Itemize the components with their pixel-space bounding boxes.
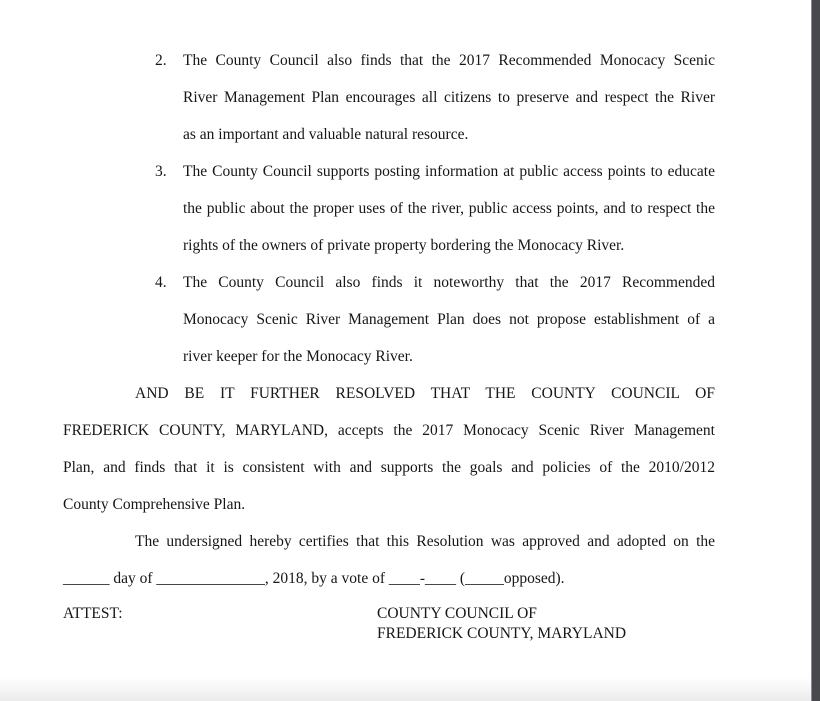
list-item-line	[183, 190, 715, 227]
list-item-4	[155, 264, 715, 375]
paragraph-text: ______ day of ______________, 2018, by a vote of ____-____ (_____opposed).	[63, 570, 565, 587]
list-item-3	[155, 153, 715, 264]
list-item-text: River Management Plan encourages all citizens to preserve and respect the River	[183, 89, 715, 106]
paragraph-text: FREDERICK COUNTY, MARYLAND, accepts the 2017 Monocacy Scenic River Management	[63, 422, 715, 439]
list-item-2	[155, 42, 715, 153]
paragraph-text: County Comprehensive Plan.	[63, 496, 246, 513]
signature-line: COUNTY COUNCIL OF	[377, 605, 537, 622]
paragraph-line	[63, 449, 715, 486]
list-item-line	[183, 116, 715, 153]
page-bottom-fade	[0, 677, 811, 701]
resolved-paragraph	[63, 375, 715, 523]
list-item-line	[155, 42, 715, 79]
list-item-number: 2.	[155, 52, 167, 69]
list-item-line	[183, 338, 715, 375]
list-item-text: The County Council also finds it noteworthy that the 2017 Recommended	[183, 274, 715, 291]
paragraph-text: Plan, and finds that it is consistent with and supports the goals and policies of the 2010/2012	[63, 459, 715, 476]
list-item-number: 4.	[155, 274, 167, 291]
paragraph-line	[63, 523, 715, 560]
list-item-text: Monocacy Scenic River Management Plan does not propose establishment of a	[183, 311, 715, 328]
paragraph-line	[63, 375, 715, 412]
list-item-number: 3.	[155, 163, 167, 180]
attest-row	[63, 604, 715, 644]
right-edge-strip	[811, 0, 820, 701]
paragraph-text: The undersigned hereby certifies that this Resolution was approved and adopted on the	[135, 533, 715, 550]
paragraph-line-blanks	[63, 560, 715, 597]
signature-block	[377, 604, 626, 644]
list-item-line	[183, 227, 715, 264]
list-item-text: The County Council also finds that the 2017 Recommended Monocacy Scenic	[183, 52, 715, 69]
paragraph-line	[63, 412, 715, 449]
list-item-text: as an important and valuable natural resource.	[183, 126, 469, 143]
list-item-text: the public about the proper uses of the river, public access points, and to respect the	[183, 200, 715, 217]
list-item-text: rights of the owners of private property bordering the Monocacy River.	[183, 237, 625, 254]
signature-line: FREDERICK COUNTY, MARYLAND	[377, 625, 627, 642]
list-item-line	[183, 79, 715, 116]
attest-label: ATTEST:	[63, 605, 123, 622]
certification-paragraph	[63, 523, 715, 597]
document-body	[63, 42, 715, 644]
list-item-line	[155, 264, 715, 301]
list-item-line	[183, 301, 715, 338]
list-item-text: river keeper for the Monocacy River.	[183, 348, 413, 365]
paragraph-line	[63, 486, 715, 523]
list-item-line	[155, 153, 715, 190]
paragraph-text: AND BE IT FURTHER RESOLVED THAT THE COUNTY COUNCIL OF	[135, 385, 715, 402]
list-item-text: The County Council supports posting information at public access points to educate	[183, 163, 715, 180]
